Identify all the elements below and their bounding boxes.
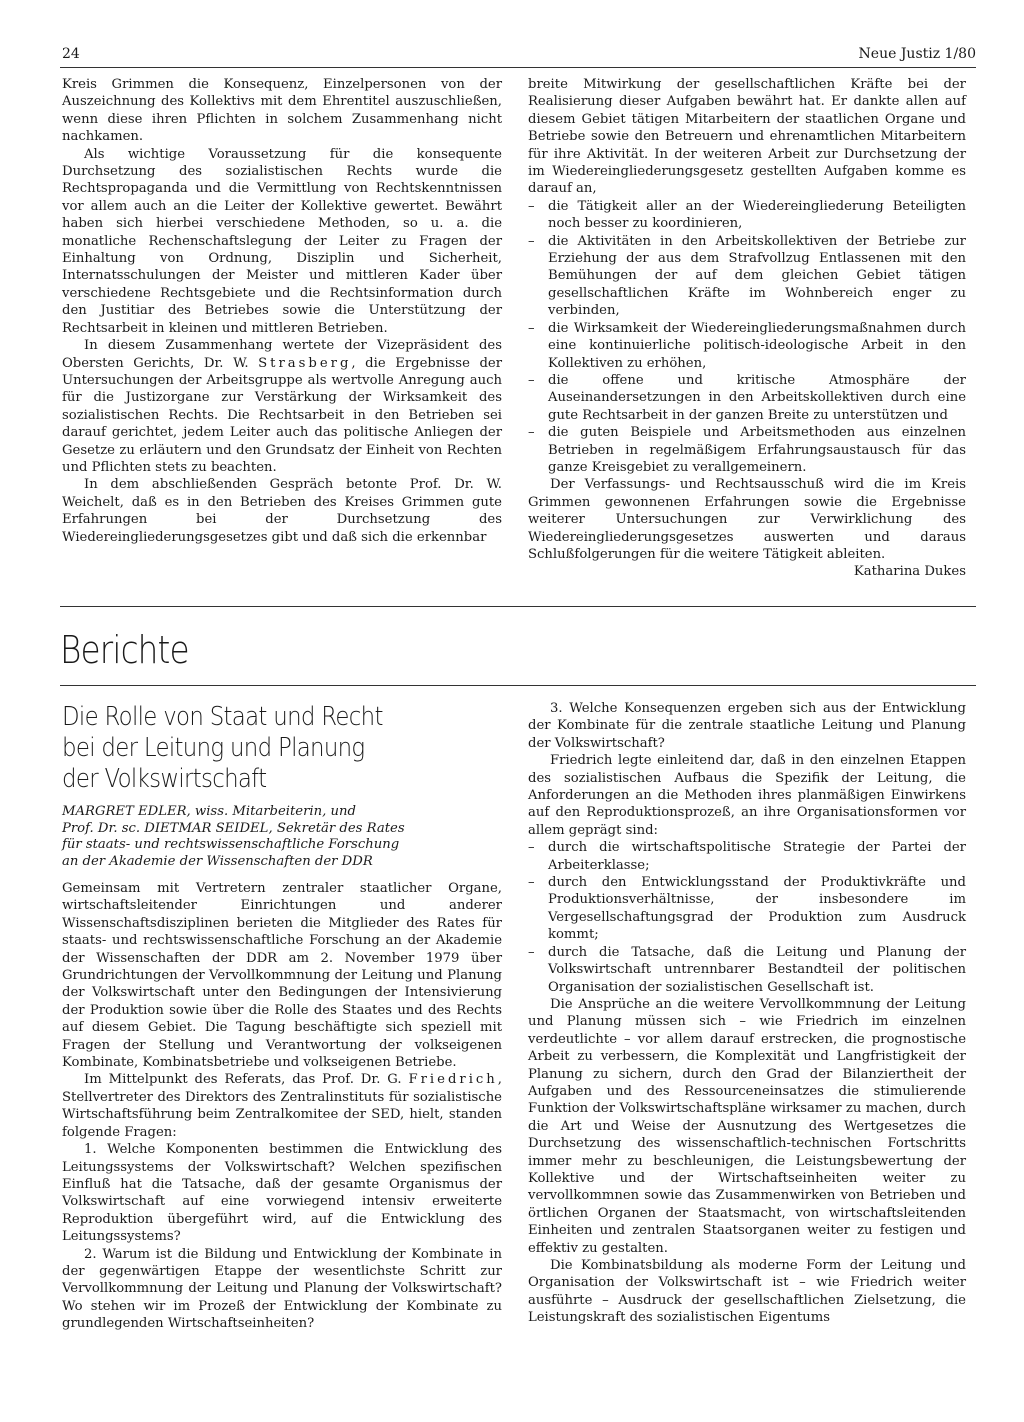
article-title-line: bei der Leitung und Planung (62, 733, 365, 763)
list-item: – durch die wirtschaftspolitische Strategie der Partei der Arbeiterklasse; (528, 839, 966, 874)
question: 3. Welche Konsequenzen ergeben sich aus der Entwicklung der Kombinate für die zentrale staatliche Leitung und Planung der Volkswirtschaft? (528, 701, 966, 751)
dash-list (528, 839, 966, 996)
list-item: – durch die Tatsache, daß die Leitung und Planung der Volkswirtschaft untrennbarer Bestandteil der politischen Organisation der sozialistischen Gesellschaft ist. (528, 944, 966, 996)
text-run: , Stellvertreter des Direktors des Zentralinstituts für sozialistische Wirtschaftsführung beim Zentralkomitee der SED, hielt, standen folgende Fragen: (62, 1072, 502, 1140)
section-title: Berichte (60, 628, 189, 672)
header-rule (60, 67, 976, 68)
person-name: Friedrich (408, 1072, 498, 1088)
text-run: , die Ergebnisse der Untersuchungen der Arbeitsgruppe als wertvolle Anregung auch für die Justizorgane zur Verstärkung der Wirksamkeit des sozialistischen Rechts. Die Rechtsarbeit in den Betrieben sei darauf gerichtet, jedem Leiter auch das politische Anliegen der Gesetze zu erläutern und den Grundsatz der Einheit von Rechten und Pflichten stets zu beachten. (62, 355, 503, 475)
journal-issue: Neue Justiz 1/80 (858, 46, 976, 62)
text-run: In dem abschließenden Gespräch betonte Prof. Dr. W. (84, 477, 502, 493)
paragraph: Der Verfassungs- und Rechtsausschuß wird die im Kreis Grimmen gewonnenen Erfahrungen sowie die Ergebnisse weiterer Untersuchungen zur Verwirklichung des Wiedereingliederungsgesetzes auswerten und daraus Schlußfolgerungen für die weitere Tätigkeit ableiten. (528, 477, 966, 562)
article-byline (62, 804, 502, 870)
question: 1. Welche Komponenten bestimmen die Entwicklung des Leitungssystems der Volkswirtschaft? Welchen spezifischen Einfluß hat die Tatsache, daß der gesamte Organismus der Volkswirtschaft auf eine vorwiegend intensiv erweiterte Reproduktion übergeführt wird, auf die Entwicklung des Leitungssystems? (62, 1142, 502, 1245)
paragraph: breite Mitwirkung der gesellschaftlichen Kräfte bei der Realisierung dieser Aufgaben bewährt hat. Er dankte allen auf diesem Gebiet tätigen Mitarbeitern der staatlichen Organe und Betriebe sowie den Betreuern und ehrenamtlichen Mitarbeitern für ihre Aktivität. In der weiteren Arbeit zur Durchsetzung der im Wiedereingliederungsgesetz gestellten Aufgaben komme es darauf an, (528, 77, 966, 197)
person-name: Weichelt (62, 494, 120, 510)
paragraph: Die Ansprüche an die weitere Vervollkommnung der Leitung und Planung müssen sich – wie Friedrich im einzelnen verdeutlichte – vor allem darauf erstrecken, die prognostische Arbeit zu verbessern, die Komplexität und Langfristigkeit der Planung zu sichern, durch den Grad der Bilanziertheit der Aufgaben und des Ressourceneinsatzes die stimulierende Funktion der Volkswirtschaftspläne wirksamer zu machen, durch die Art und Weise der Ausnutzung des Wertgesetzes die Durchsetzung des wissenschaftlich-technischen Fortschritts immer mehr zu beschleunigen, die Leistungsbewertung der Kollektive und der Wirtschaftseinheiten weiter zu vervollkommnen sowie das Zusammenwirken von Betrieben und örtlichen Organen der Staatsmacht, von wirtschaftsleitenden Einheiten und zentralen Staatsorganen weiter zu festigen und effektiv zu gestalten. (528, 996, 966, 1256)
section-top-rule (60, 606, 976, 607)
paragraph (62, 476, 502, 546)
bottom-right-column (528, 700, 966, 1327)
byline-line: MARGRET EDLER, wiss. Mitarbeiterin, und (62, 804, 356, 819)
text-run: Im Mittelpunkt des Referats, das Prof. Dr. G. (84, 1072, 402, 1088)
byline-line: an der Akademie der Wissenschaften der DDR (62, 853, 373, 869)
paragraph: Als wichtige Voraussetzung für die konsequente Durchsetzung des sozialistischen Rechts wurde die Rechtspropaganda und die Vermittlung von Rechtskenntnissen vor allem auch an die Leiter der Kollektive gewertet. Bewährt haben sich hierbei verschiedene Methoden, so u. a. die monatliche Rechenschaftslegung der Leiter zu Fragen der Einhaltung von Ordnung, Disziplin und Sicherheit, Internatsschulungen der Meister und mittleren Kader über verschiedene Rechtsgebiete und die Rechtsinformation durch den Justitiar des Betriebes sowie die Unterstützung der Rechtsarbeit in kleinen und mittleren Betrieben. (62, 146, 502, 336)
page-number: 24 (62, 46, 80, 62)
author-signature: Katharina Dukes (853, 564, 966, 580)
article-title-line: der Volkswirtschaft (62, 764, 267, 794)
bottom-left-column (62, 880, 502, 1333)
top-left-column (62, 76, 502, 546)
text-run: , daß es in den Betrieben des Kreises Grimmen gute Erfahrungen bei der Durchsetzung des Wiedereingliederungsgesetzes gibt und daß sich die erkennbar (62, 494, 502, 545)
paragraph: Friedrich legte einleitend dar, daß in den einzelnen Etappen des sozialistischen Aufbaus die Spezifik der Leitung, die Anforderungen an die Methoden ihres planmäßigen Einwirkens auf den Reproduktionsprozeß, an ihre Organisationsformen vor allem geprägt sind: (528, 753, 966, 838)
paragraph: Kreis Grimmen die Konsequenz, Einzelpersonen von der Auszeichnung des Kollektivs mit dem Ehrentitel auszuschließen, wenn diese ihren Pflichten in solchem Zusammenhang nicht nachkamen. (62, 77, 502, 145)
paragraph (62, 1071, 502, 1141)
list-item: – die Aktivitäten in den Arbeitskollektiven der Betriebe zur Erziehung der aus dem Strafvollzug Entlassenen mit den Bemühungen der auf dem gleichen Gebiet tätigen gesellschaftlichen Kräfte im Wohnbereich enger zu verbinden, (528, 233, 966, 320)
section-bottom-rule (60, 685, 976, 686)
paragraph (62, 337, 502, 476)
list-item: – durch den Entwicklungsstand der Produktivkräfte und Produktionsverhältnisse, der insbesondere im Vergesellschaftungsgrad der Produktion zum Ausdruck kommt; (528, 874, 966, 944)
paragraph: Die Kombinatsbildung als moderne Form der Leitung und Organisation der Volkswirtschaft ist – wie Friedrich weiter ausführte – Ausdruck der gesellschaftlichen Zielsetzung, die Leistungskraft des sozialistischen Eigentums (528, 1258, 966, 1326)
list-item: – die Tätigkeit aller an der Wiedereingliederung Beteiligten noch besser zu koordinieren, (528, 198, 966, 233)
person-name: Strasberg (258, 355, 352, 371)
top-right-column (528, 76, 966, 581)
article-title-line: Die Rolle von Staat und Recht (62, 702, 383, 732)
byline-line: für staats- und rechtswissenschaftliche Forschung (62, 837, 400, 853)
article-title (62, 702, 449, 795)
paragraph: Gemeinsam mit Vertretern zentraler staatlicher Organe, wirtschaftsleitender Einrichtungen und anderer Wissenschaftsdisziplinen berieten die Mitglieder des Rates für staats- und rechtswissenschaftliche Forschung an der Akademie der Wissenschaften der DDR am 2. November 1979 über Grundrichtungen der Vervollkommnung der Leitung und Planung der Volkswirtschaft unter den Bedingungen der Intensivierung der Produktion sowie über die Rolle des Staates und des Rechts auf diesem Gebiet. Die Tagung beschäftigte sich speziell mit Fragen der Stellung und Verantwortung der volkseigenen Kombinate, Kombinatsbetriebe und volkseigenen Betriebe. (62, 881, 502, 1071)
list-item: – die guten Beispiele und Arbeitsmethoden aus einzelnen Betrieben in regelmäßigem Erfahrungsaustausch für das ganze Kreisgebiet zu verallgemeinern. (528, 424, 966, 476)
question: 2. Warum ist die Bildung und Entwicklung der Kombinate in der gegenwärtigen Etappe der wesentlichste Schritt zur Vervollkommnung der Leitung und Planung der Volkswirtschaft? Wo stehen wir im Prozeß der Entwicklung der Kombinate zu grundlegenden Wirtschaftseinheiten? (62, 1246, 502, 1332)
text-run: In diesem Zusammenhang wertete der Vizepräsident des Obersten Gerichts, Dr. W. (62, 338, 502, 371)
list-item: – die Wirksamkeit der Wiedereingliederungsmaßnahmen durch eine kontinuierliche politisch-ideologische Arbeit in den Kollektiven zu erhöhen, (528, 320, 966, 372)
list-item: – die offene und kritische Atmosphäre der Auseinandersetzungen in den Arbeitskollektiven durch eine gute Rechtsarbeit in der ganzen Breite zu unterstützen und (528, 372, 966, 424)
byline-line: Prof. Dr. sc. DIETMAR SEIDEL, Sekretär des Rates (62, 820, 405, 836)
dash-list (528, 198, 966, 477)
